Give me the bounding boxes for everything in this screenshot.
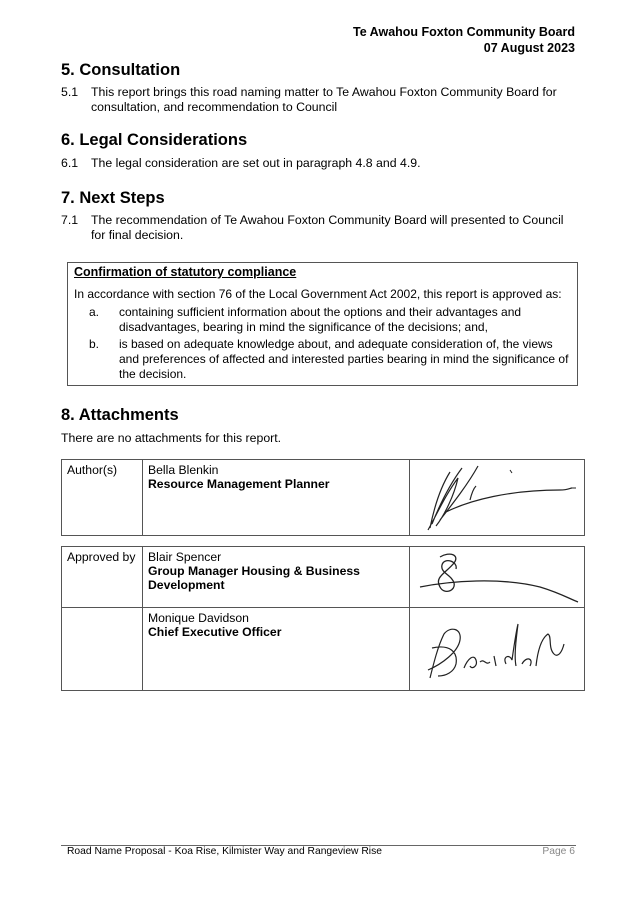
item-label: b. [89, 337, 100, 351]
author-title: Resource Management Planner [148, 477, 330, 491]
author-name: Bella Blenkin [148, 463, 219, 477]
approval-row-2 [62, 608, 585, 691]
approver-2-title: Chief Executive Officer [148, 625, 282, 639]
approver-1-name: Blair Spencer [148, 550, 222, 564]
paragraph-text: There are no attachments for this report. [61, 431, 282, 445]
meeting-date: 07 August 2023 [483, 41, 575, 55]
paragraph-text: The legal consideration are set out in paragraph 4.8 and 4.9. [91, 156, 421, 170]
author-signature-cell [410, 460, 585, 536]
paragraph-number: 7.1 [61, 213, 79, 227]
statutory-compliance-box [67, 262, 578, 386]
approver-1-title: Group Manager Housing & Business Development [148, 564, 360, 592]
page-header [353, 24, 575, 56]
section-5-heading: 5. Consultation [61, 61, 181, 79]
approver-1-signature-cell [410, 547, 585, 608]
footer-page-number: Page 6 [542, 846, 575, 857]
approval-row-1 [62, 547, 585, 608]
item-text: is based on adequate knowledge about, and adequate consideration of, the views and preferences of affected and interested parties bearing in mind the significance of the decision. [119, 337, 569, 381]
paragraph-number: 5.1 [61, 85, 79, 99]
board-name: Te Awahou Foxton Community Board [353, 25, 575, 39]
item-label: a. [89, 305, 100, 319]
paragraph-number: 6.1 [61, 156, 79, 170]
section-8-heading: 8. Attachments [61, 406, 179, 424]
footer-document-title: Road Name Proposal - Koa Rise, Kilmister Way and Rangeview Rise [67, 846, 382, 857]
author-role: Author(s) [62, 460, 143, 536]
signature-image [410, 547, 584, 604]
paragraph-text: The recommendation of Te Awahou Foxton Community Board will presented to Council for final decision. [91, 213, 564, 242]
author-table [61, 459, 585, 536]
section-7-heading: 7. Next Steps [61, 189, 165, 207]
approval-role-empty [62, 608, 143, 691]
approver-2-signature-cell [410, 608, 585, 691]
compliance-intro: In accordance with section 76 of the Local Government Act 2002, this report is approved as: [74, 287, 562, 301]
signature-image [410, 608, 584, 687]
section-6-heading: 6. Legal Considerations [61, 131, 248, 149]
signature-image [410, 460, 584, 532]
approval-role: Approved by [62, 547, 143, 608]
approver-2-details [143, 608, 410, 691]
approver-2-name: Monique Davidson [148, 611, 249, 625]
approval-table [61, 546, 585, 691]
paragraph-text: This report brings this road naming matter to Te Awahou Foxton Community Board for consultation, and recommendation to Council [91, 85, 557, 114]
compliance-title: Confirmation of statutory compliance [74, 265, 297, 279]
author-row [62, 460, 585, 536]
item-text: containing sufficient information about the options and their advantages and disadvantages, bearing in mind the significance of the decisions; and, [119, 305, 522, 334]
approver-1-details [143, 547, 410, 608]
author-details [143, 460, 410, 536]
